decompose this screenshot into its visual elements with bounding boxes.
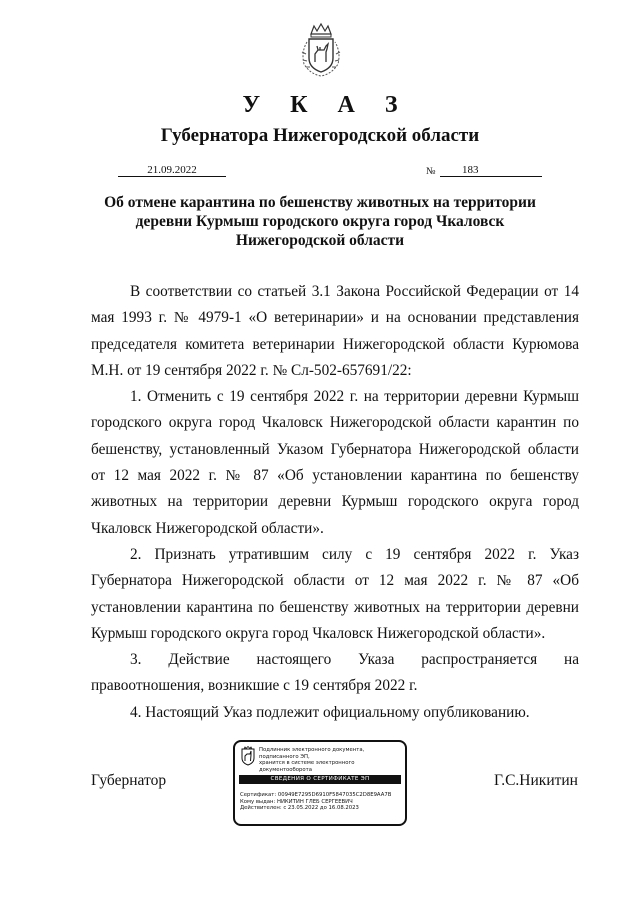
certificate-label: Сертификат: [240,792,277,798]
clause-4-paragraph: 4. Настоящий Указ подлежит официальному опубликованию. [130,703,530,721]
validity-label: Действителен: [240,805,282,812]
document-body [91,279,579,726]
stamp-note [259,747,405,773]
validity-value: с 23.05.2022 до 16.08.2023 [283,805,359,812]
clause-1-paragraph: 1. Отменить с 19 сентября 2022 г. на территории деревни Курмыш городского округа город Чкаловск Нижегородской области карантин по бешенству, установленный Указом Губернатора Нижегородской области от 12 мая 2022 г. № 87 «Об установлении карантина по бешенству животных на территории деревни Курмыш городского округа город Чкаловск Нижегородской области». [91,388,579,537]
heading-line: деревни Курмыш городского округа город Чкаловск [135,213,505,230]
signer-name: Г.С.Никитин [494,772,578,789]
heading-line: Нижегородской области [235,232,405,249]
stamp-note-line: Подлинник электронного документа, подписанного ЭП, [259,747,365,760]
stamp-details [240,792,404,812]
validity-row [240,805,404,812]
document-date: 21.09.2022 [118,164,226,177]
clause-3-paragraph: 3. Действие настоящего Указа распространяется на правоотношения, возникшие с 19 сентября 2022 г. [91,651,579,695]
document-number-line [440,164,542,177]
certificate-value: 00949E7295D6910F5847035C2D8E9AA7B [277,792,392,798]
document-number: 183 [462,164,479,176]
owner-label: Кому выдан: [240,798,276,805]
document-subtitle: Губернатора Нижегородской области [160,125,480,146]
coat-of-arms-icon [298,22,344,78]
document-title: У К А З [242,92,410,118]
clause-2-paragraph: 2. Признать утратившим силу с 19 сентября 2022 г. Указ Губернатора Нижегородской области от 12 мая 2022 г. № 87 «Об установлении карантина по бешенству животных на территории деревни Курмыш городского округа город Чкаловск Нижегородской области». [91,545,579,642]
document-heading [100,193,540,250]
signer-role: Губернатор [91,772,167,789]
heading-line: Об отмене карантина по бешенству животных на территории [104,194,536,211]
stamp-note-line: хранится в системе электронного документооборота [259,760,355,773]
certificate-row [240,792,404,799]
number-label: № [426,166,436,177]
electronic-signature-stamp [233,740,407,826]
stamp-header: СВЕДЕНИЯ О СЕРТИФИКАТЕ ЭП [239,775,401,784]
owner-value: НИКИТИН ГЛЕБ СЕРГЕЕВИЧ [276,798,353,805]
coat-of-arms-icon [240,746,256,766]
preamble-paragraph: В соответствии со статьей 3.1 Закона Российской Федерации от 14 мая 1993 г. № 4979-1 «О ветеринарии» и на основании представления председателя комитета ветеринарии Нижегородской области Курюмова М.Н. от 19 сентября 2022 г. № Сл-502-657691/22: [91,283,579,379]
